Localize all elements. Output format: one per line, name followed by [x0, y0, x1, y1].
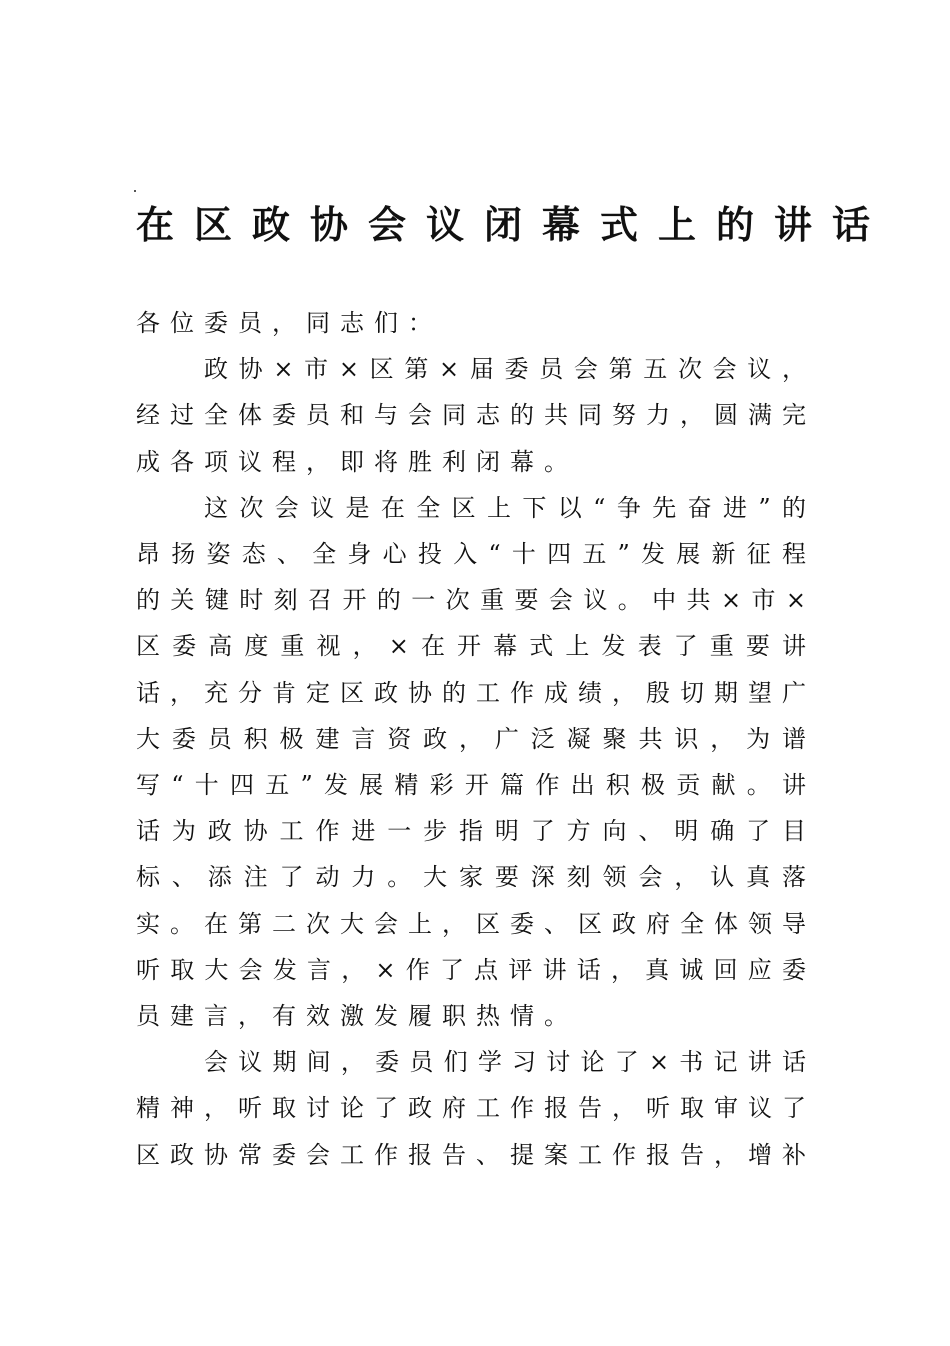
salutation: 各位委员，同志们： — [136, 309, 442, 337]
document-title: 在区政协会议闭幕式上的讲话 — [136, 202, 891, 247]
document-body — [136, 300, 816, 1178]
paragraph-1: 政协×市×区第×届委员会第五次会议，经过全体委员和与会同志的共同努力，圆满完成各项议程，即将胜利闭幕。 — [136, 355, 816, 476]
scan-speck — [134, 190, 136, 192]
paragraph-3: 会议期间，委员们学习讨论了×书记讲话精神，听取讨论了政府工作报告，听取审议了区政协常委会工作报告、提案工作报告，增补 — [136, 1048, 816, 1169]
paragraph-2: 这次会议是在全区上下以“争先奋进”的昂扬姿态、全身心投入“十四五”发展新征程的关键时刻召开的一次重要会议。中共×市×区委高度重视，×在开幕式上发表了重要讲话，充分肯定区政协的工作成绩，殷切期望广大委员积极建言资政，广泛凝聚共识，为谱写“十四五”发展精彩开篇作出积极贡献。讲话为政协工作进一步指明了方向、明确了目标、添注了动力。大家要深刻领会，认真落实。在第二次大会上，区委、区政府全体领导听取大会发言，×作了点评讲话，真诚回应委员建言，有效激发履职热情。 — [136, 493, 816, 1031]
